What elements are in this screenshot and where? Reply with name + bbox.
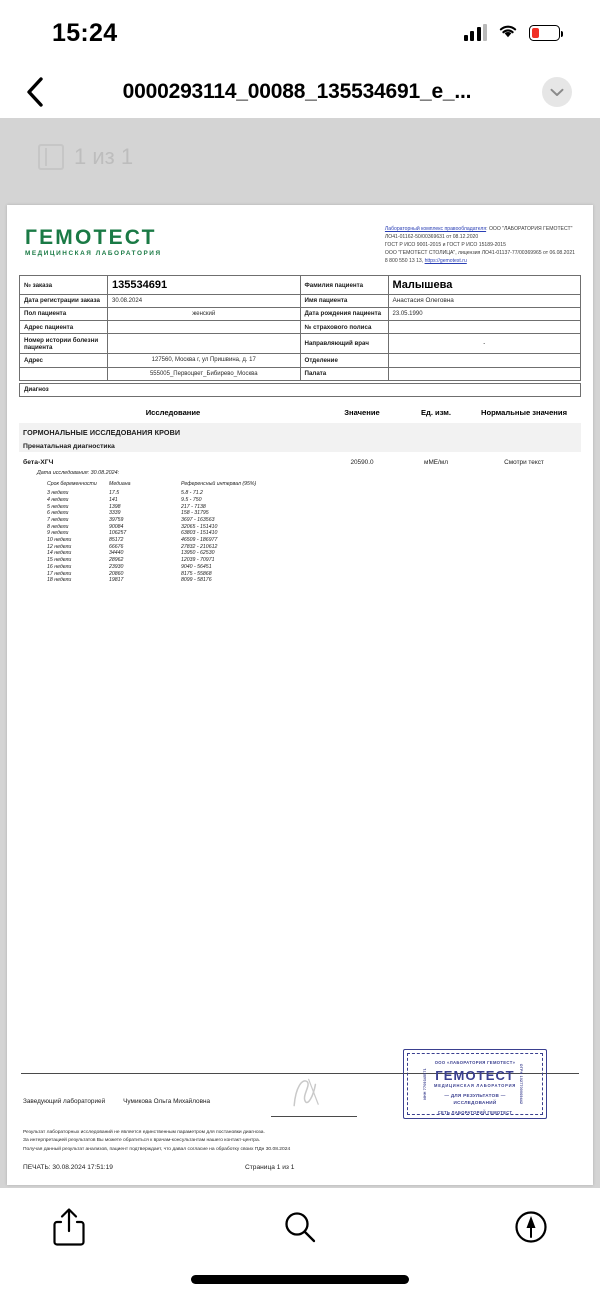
print-info-row — [19, 1154, 581, 1171]
table-row — [37, 497, 287, 504]
ref-week: 14 недели — [47, 550, 72, 557]
ref-median: 141 — [109, 496, 118, 503]
ref-interval: 8175 - 55868 — [181, 570, 212, 577]
legal-line4: ООО "ГЕМОТЕСТ СТОЛИЦА", лицензия ЛО41-01137-77/00369965 от 06.08.2021 — [384, 249, 575, 256]
disclaimer-line-3: Получая данный результат анализов, пациент подтверждает, что давал согласие на обработку своих ПДн 30.08.2024 — [23, 1146, 291, 1152]
field-label: Адрес пациента — [20, 321, 108, 334]
reference-table-body — [37, 490, 287, 584]
field-label: Дата рождения пациента — [300, 307, 388, 320]
stamp-inner — [407, 1053, 543, 1115]
diagnosis-label: Диагноз — [20, 383, 581, 396]
ref-interval: 27832 - 210612 — [181, 543, 218, 550]
status-bar — [0, 0, 600, 66]
field-value — [388, 354, 581, 367]
legal-link[interactable]: Лабораторный комплекс правообладателя — [384, 226, 487, 232]
ref-week: 16 недели — [47, 563, 72, 570]
ref-week: 5 недели — [47, 503, 69, 510]
ref-week: 7 недели — [47, 517, 69, 524]
stamp-purpose — [444, 1093, 505, 1106]
signature-role: Заведующий лабораторией — [23, 1097, 106, 1105]
ref-interval: 32065 - 151410 — [181, 523, 218, 530]
field-value: женский — [108, 307, 301, 320]
ref-interval: 9040 - 56451 — [181, 563, 212, 570]
share-button[interactable] — [46, 1206, 92, 1252]
markup-pen-icon — [514, 1210, 548, 1249]
wifi-icon — [497, 23, 519, 44]
chevron-down-icon[interactable] — [542, 77, 572, 107]
diagnosis-row — [20, 383, 581, 396]
field-value: 30.08.2024 — [108, 294, 301, 307]
page-indicator-label: 1 из 1 — [74, 144, 134, 169]
field-label: Палата — [300, 367, 388, 380]
ref-median: 66676 — [109, 543, 124, 550]
field-label: Направляющий врач — [300, 334, 388, 354]
ref-week: 12 недели — [47, 543, 72, 550]
nav-bar — [0, 66, 600, 118]
table-row — [20, 367, 581, 380]
stamp-inn: ИНН 7709345571 — [422, 1068, 427, 1100]
stamp-purpose-line-2: ИССЛЕДОВАНИЙ — [453, 1099, 497, 1105]
field-value: Анастасия Олеговна — [388, 294, 581, 307]
result-name: бета-ХГЧ — [23, 459, 54, 467]
results-column-headers — [19, 408, 581, 417]
table-row — [37, 517, 287, 524]
field-label: № заказа — [20, 276, 108, 294]
share-icon — [52, 1207, 86, 1252]
field-label: № страхового полиса — [300, 321, 388, 334]
bottom-toolbar — [0, 1188, 600, 1298]
column-header-study: Исследование — [145, 407, 201, 417]
ref-interval: 46509 - 186977 — [181, 537, 218, 544]
field-label: Отделение — [300, 354, 388, 367]
field-value — [388, 367, 581, 380]
search-icon — [282, 1209, 318, 1250]
field-label: Дата регистрации заказа — [20, 294, 108, 307]
disclaimer-line-2: За интерпретацией результатов Вы можете обратиться к врачам-консультантам нашего контакт-центра. — [23, 1138, 261, 1144]
ref-median: 20860 — [109, 570, 124, 577]
ref-median: 19817 — [109, 577, 124, 584]
field-value — [388, 321, 581, 334]
ref-median: 90084 — [109, 523, 124, 530]
ref-week: 17 недели — [47, 570, 72, 577]
ref-header-interval: Референсный интервал (95%) — [181, 481, 257, 488]
ref-interval: 9.5 - 750 — [181, 496, 202, 503]
table-row — [20, 321, 581, 334]
ref-median: 85172 — [109, 537, 124, 544]
stamp-company: ООО «ЛАБОРАТОРИЯ ГЕМОТЕСТ» — [434, 1059, 516, 1065]
table-row — [37, 510, 287, 517]
result-row — [19, 452, 581, 466]
table-row — [37, 530, 287, 537]
table-row — [20, 294, 581, 307]
result-value: 20590.0 — [350, 459, 374, 467]
ref-interval: 12039 - 70971 — [181, 557, 215, 564]
legal-line2: ЛО41-01162-50/00369631 от 08.12.2020 — [384, 233, 479, 240]
table-row — [20, 354, 581, 367]
reference-table-header — [37, 481, 287, 490]
legal-line1-rest: : ООО "ЛАБОРАТОРИЯ ГЕМОТЕСТ" — [486, 226, 573, 232]
signature-name: Чумикова Ольга Михайловна — [123, 1097, 211, 1105]
table-row — [37, 557, 287, 564]
field-value: 555005_Первоцвет_Бибирево_Москва — [108, 367, 301, 380]
table-row — [20, 307, 581, 320]
legal-phone: 8 800 550 13 13, — [384, 257, 424, 264]
legal-line3: ГОСТ Р ИСО 9001-2015 и ГОСТ Р ИСО 15189-2015 — [384, 241, 506, 248]
home-indicator[interactable] — [191, 1275, 409, 1284]
ref-interval: 158 - 31795 — [181, 510, 209, 517]
stamp-brand: ГЕМОТЕСТ — [435, 1067, 515, 1083]
field-value: 127560, Москва г, ул Пришвина, д. 17 — [108, 354, 301, 367]
result-normal-range: Смотри текст — [504, 459, 544, 467]
ref-interval: 217 - 7138 — [181, 503, 206, 510]
table-row — [37, 523, 287, 530]
ref-week: 6 недели — [47, 510, 69, 517]
signature-mark — [284, 1073, 325, 1119]
column-header-unit: Ед. изм. — [420, 407, 452, 417]
disclaimer-line-1: Результат лабораторных исследований не является единственным параметром для постановки диагноза. — [23, 1129, 265, 1135]
field-value — [108, 334, 301, 354]
field-label: Фамилия пациента — [300, 276, 388, 294]
ref-week: 3 недели — [47, 490, 69, 497]
stamp-purpose-line-1: — ДЛЯ РЕЗУЛЬТАТОВ — — [444, 1093, 506, 1099]
ref-interval: 3697 - 163563 — [181, 517, 215, 524]
ref-interval: 5.8 - 71.2 — [181, 490, 203, 497]
table-row — [20, 276, 581, 294]
result-unit: мМЕ/мл — [424, 459, 448, 467]
search-button[interactable] — [277, 1206, 323, 1252]
table-row — [37, 503, 287, 510]
field-label: Номер истории болезни пациента — [20, 334, 108, 354]
gemotest-logo — [25, 223, 162, 265]
table-row — [37, 564, 287, 571]
ref-median: 39759 — [109, 517, 124, 524]
ref-median: 23930 — [109, 563, 124, 570]
markup-button[interactable] — [508, 1206, 554, 1252]
ref-week: 4 недели — [47, 496, 69, 503]
section-group-title: ГОРМОНАЛЬНЫЕ ИССЛЕДОВАНИЯ КРОВИ — [23, 428, 181, 438]
ref-median: 3339 — [109, 510, 121, 517]
table-row — [37, 543, 287, 550]
field-label — [20, 367, 108, 380]
field-value: Малышева — [388, 276, 581, 294]
ref-median: 34440 — [109, 550, 124, 557]
signature-line — [271, 1116, 357, 1117]
legal-info — [385, 223, 575, 265]
ref-week: 10 недели — [47, 537, 72, 544]
ref-interval: 8099 - 58176 — [181, 577, 212, 584]
field-value — [108, 321, 301, 334]
field-label: Пол пациента — [20, 307, 108, 320]
section-subgroup-title: Пренатальная диагностика — [23, 443, 115, 451]
logo-main-text: ГЕМОТЕСТ — [25, 226, 157, 249]
ref-week: 18 недели — [47, 577, 72, 584]
document-footer — [19, 1059, 581, 1171]
table-row — [37, 537, 287, 544]
ref-median: 1398 — [109, 503, 121, 510]
cellular-signal-icon — [464, 25, 488, 41]
document-page — [7, 205, 593, 1185]
study-date: Дата исследования: 30.08.2024: — [37, 470, 120, 477]
stamp-ogrn: ОГРН 1027700069442 — [518, 1063, 523, 1105]
column-header-value: Значение — [344, 407, 380, 417]
table-row — [37, 570, 287, 577]
laboratory-stamp — [403, 1049, 547, 1119]
ref-median: 106257 — [109, 530, 127, 537]
ref-header-week: Срок беременности — [47, 481, 97, 488]
page-view-icon — [38, 144, 64, 170]
ref-week: 9 недели — [47, 530, 69, 537]
document-viewer[interactable] — [0, 118, 600, 1188]
status-time: 15:24 — [52, 18, 118, 47]
stamp-network: СЕТЬ ЛАБОРАТОРИЙ ГЕМОТЕСТ — [437, 1110, 513, 1115]
ref-median: 28962 — [109, 557, 124, 564]
patient-info-table — [19, 275, 581, 397]
ref-week: 8 недели — [47, 523, 69, 530]
ref-interval: 63803 - 151410 — [181, 530, 218, 537]
battery-low-icon — [529, 25, 560, 41]
stamp-brand-sub: МЕДИЦИНСКАЯ ЛАБОРАТОРИЯ — [434, 1083, 516, 1089]
back-button[interactable] — [18, 75, 52, 109]
logo-sub-text: МЕДИЦИНСКАЯ ЛАБОРАТОРИЯ — [25, 250, 162, 257]
status-indicators — [464, 23, 561, 44]
ref-interval: 13950 - 62530 — [181, 550, 215, 557]
field-label: Адрес — [20, 354, 108, 367]
print-timestamp: ПЕЧАТЬ: 30.08.2024 17:51:19 — [23, 1164, 113, 1171]
document-title: 0000293114_00088_135534691_e_... — [122, 80, 472, 103]
table-row — [20, 334, 581, 354]
table-row — [37, 550, 287, 557]
table-row — [37, 577, 287, 584]
results-section — [19, 423, 581, 452]
letterhead — [19, 205, 581, 275]
ref-header-median: Медиана — [109, 481, 131, 488]
ref-week: 15 недели — [47, 557, 72, 564]
ref-median: 17.5 — [109, 490, 120, 497]
field-label: Имя пациента — [300, 294, 388, 307]
field-value: 135534691 — [108, 276, 301, 294]
table-row — [37, 490, 287, 497]
page-indicator — [38, 144, 133, 170]
column-header-normal: Нормальные значения — [480, 407, 567, 417]
reference-interval-table — [19, 481, 581, 583]
legal-website-link[interactable]: https://gemotest.ru — [424, 257, 467, 264]
page-number-label: Страница 1 из 1 — [245, 1164, 295, 1171]
field-value: 23.05.1990 — [388, 307, 581, 320]
field-value: - — [388, 334, 581, 354]
